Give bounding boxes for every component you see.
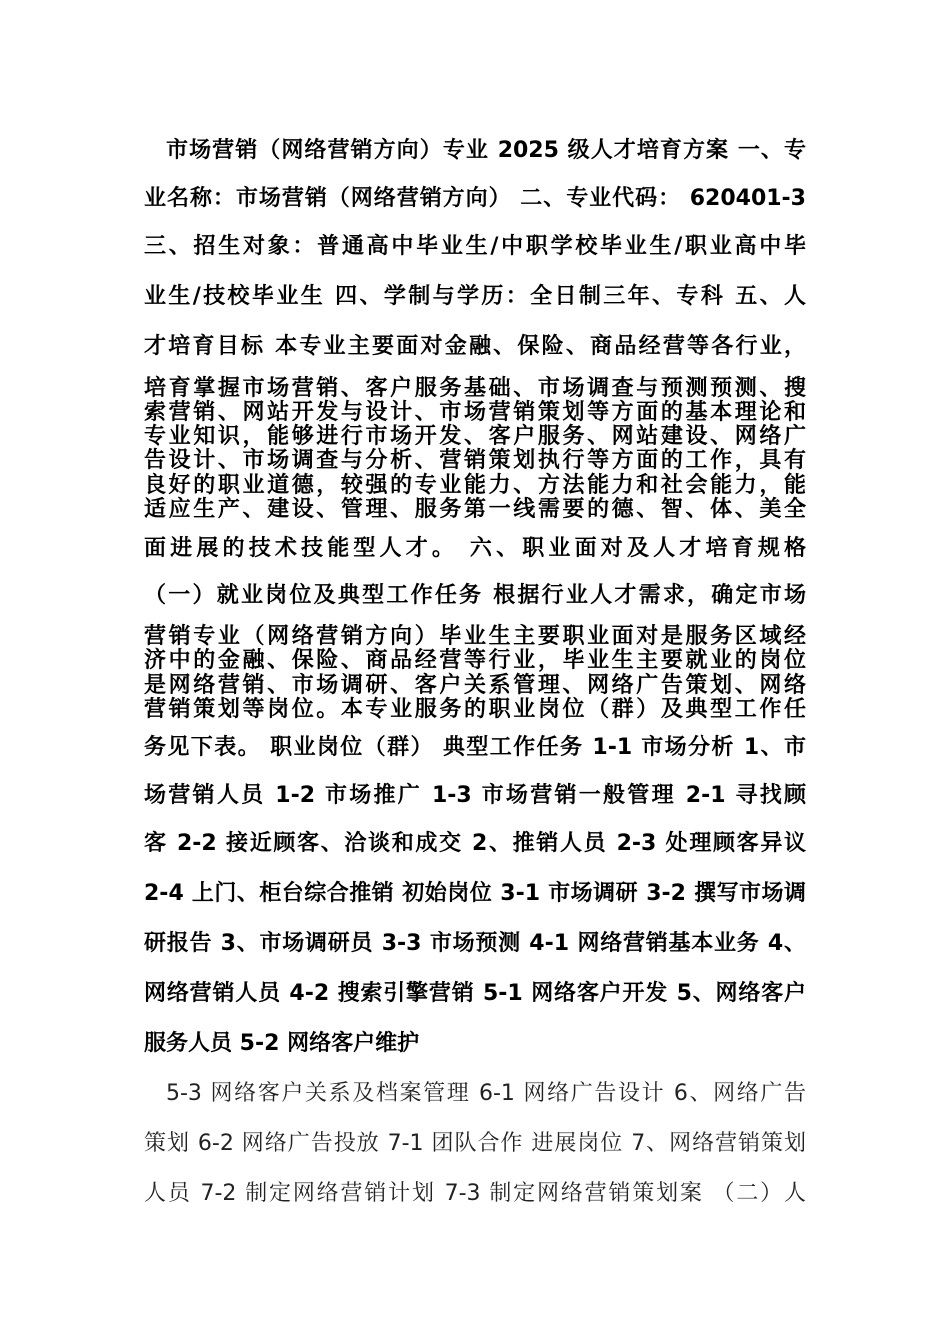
text-line: 培育掌握市场营销、客户服务基础、市场调查与预测预测、搜 [144, 376, 806, 401]
text-line: 网络营销人员 4-2 搜索引擎营销 5-1 网络客户开发 5、网络客户 [144, 981, 806, 1006]
text-line: 面进展的技术技能型人才。 六、职业面对及人才培育规格 [144, 536, 806, 561]
text-line: 策划 6-2 网络广告投放 7-1 团队合作 进展岗位 7、网络营销策划 [144, 1131, 806, 1156]
text-line: 客 2-2 接近顾客、洽谈和成交 2、推销人员 2-3 处理顾客异议 [144, 831, 806, 856]
text-line: 索营销、网站开发与设计、市场营销策划等方面的基本理论和 [144, 400, 806, 425]
text-line: 适应生产、建设、管理、服务第一线需要的德、智、体、美全 [144, 497, 806, 522]
text-line: 是网络营销、市场调研、客户关系管理、网络广告策划、网络 [144, 673, 806, 698]
text-line: 三、招生对象：普通高中毕业生/中职学校毕业生/职业高中毕 [144, 234, 806, 259]
text-line: 营销策划等岗位。本专业服务的职业岗位（群）及典型工作任 [144, 697, 806, 722]
text-line: 人员 7-2 制定网络营销计划 7-3 制定网络营销策划案 （二）人 [144, 1181, 806, 1206]
text-line: 场营销人员 1-2 市场推广 1-3 市场营销一般管理 2-1 寻找顾 [144, 783, 806, 808]
text-line: 5-3 网络客户关系及档案管理 6-1 网络广告设计 6、网络广告 [166, 1081, 806, 1106]
text-line: 专业知识，能够进行市场开发、客户服务、网站建设、网络广 [144, 424, 806, 449]
text-line: 业生/技校毕业生 四、学制与学历：全日制三年、专科 五、人 [144, 284, 806, 309]
text-line: 济中的金融、保险、商品经营等行业，毕业生主要就业的岗位 [144, 648, 806, 673]
text-line: 业名称：市场营销（网络营销方向） 二、专业代码： 620401-3 [144, 186, 806, 211]
text-line: 研报告 3、市场调研员 3-3 市场预测 4-1 网络营销基本业务 4、 [144, 931, 806, 956]
text-line: 营销专业（网络营销方向）毕业生主要职业面对是服务区域经 [144, 624, 806, 649]
text-line: 服务人员 5-2 网络客户维护 [144, 1031, 420, 1056]
text-line: 2-4 上门、柜台综合推销 初始岗位 3-1 市场调研 3-2 撰写市场调 [144, 881, 806, 906]
text-line: 告设计、市场调查与分析、营销策划执行等方面的工作，具有 [144, 448, 806, 473]
text-line: 才培育目标 本专业主要面对金融、保险、商品经营等各行业， [144, 334, 806, 359]
text-line: （一）就业岗位及典型工作任务 根据行业人才需求，确定市场 [144, 583, 806, 608]
text-line: 市场营销（网络营销方向）专业 2025 级人才培育方案 一、专 [166, 138, 806, 163]
text-line: 务见下表。 职业岗位（群） 典型工作任务 1-1 市场分析 1、市 [144, 735, 806, 760]
text-line: 良好的职业道德，较强的专业能力、方法能力和社会能力，能 [144, 473, 806, 498]
